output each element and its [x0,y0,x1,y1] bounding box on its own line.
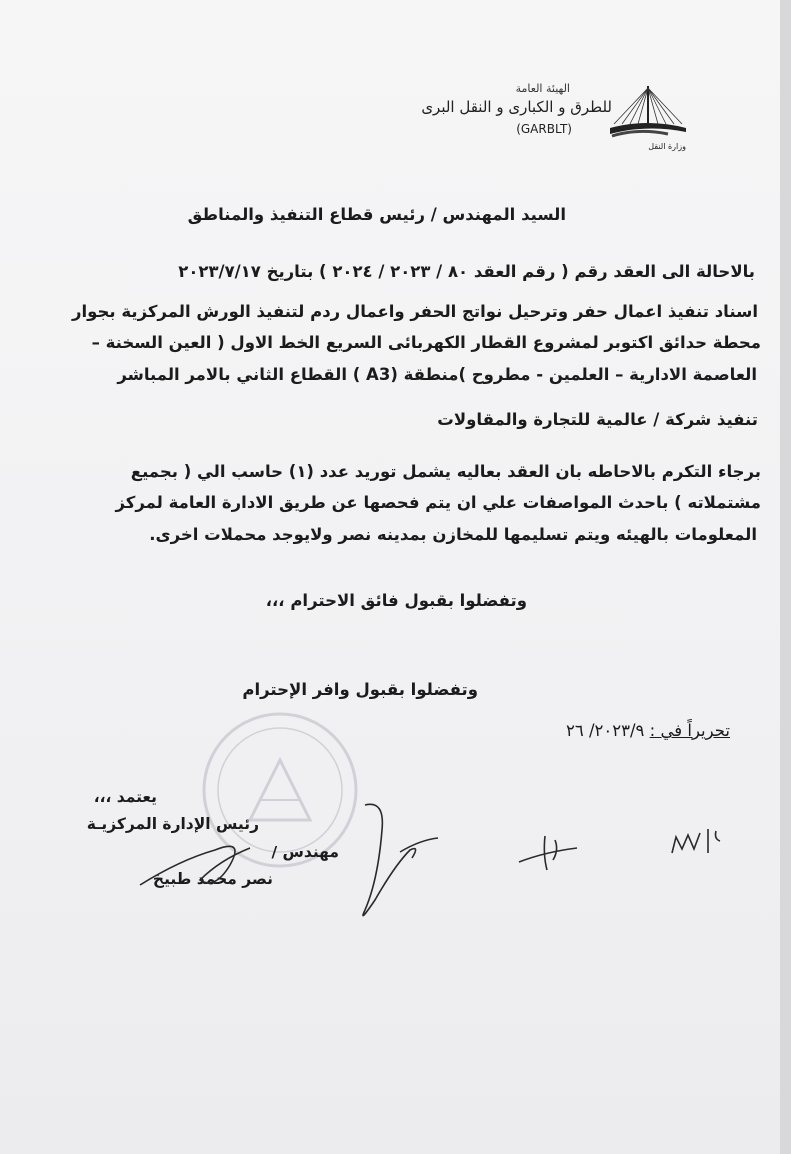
closing-line-2: وتفضلوا بقبول وافر الإحترام [242,680,478,699]
ministry-label: وزارة النقل [648,142,686,151]
assignment-line: العاصمة الادارية – العلمين - مطروح )منطقة (A3 ) القطاع الثاني بالامر المباشر [117,365,757,384]
engineer-label: مهندس / [271,843,339,861]
date-line [566,721,730,740]
salutation: السيد المهندس / رئيس قطاع التنفيذ والمناطق [187,205,566,224]
date-value: ٢٠٢٣/٩/ ٢٦ [566,721,645,740]
authority-abbr: (GARBLT) [516,122,572,136]
approved-label: يعتمد ،،، [93,788,157,806]
handwritten-signature-icon [120,790,460,930]
initials-mark-icon [515,830,585,875]
authority-name: للطرق و الكبارى و النقل البرى [421,98,612,116]
body-line: مشتملاته ) باحدث المواصفات علي ان يتم فحصها عن طريق الادارة العامة لمركز [115,493,761,512]
date-label: تحريراً في : [649,721,730,740]
contract-reference: بالاحالة الى العقد رقم ( رقم العقد ٨٠ / ٢٠٢٣ / ٢٠٢٤ ) بتاريخ ٢٠٢٣/٧/١٧ [178,262,755,281]
bridge-logo-icon [608,84,688,146]
assignment-line: محطة حدائق اكتوبر لمشروع القطار الكهربائى السريع الخط الاول ( العين السخنة – [91,333,761,352]
page-edge [780,0,791,1154]
signatory-title: رئيس الإدارة المركزيـة [86,815,259,833]
closing-line: وتفضلوا بقبول فائق الاحترام ،،، [265,591,527,610]
letterhead [421,82,690,162]
body-line: برجاء التكرم بالاحاطه بان العقد بعاليه يشمل توريد عدد (١) حاسب الي ( بجميع [130,462,761,481]
body-line: المعلومات بالهيئه ويتم تسليمها للمخازن بمدينه نصر ولايوجد محملات اخرى. [149,525,757,544]
signatory-name: نصر محمد طبيخ [152,870,273,888]
assignment-line: اسناد تنفيذ اعمال حفر وترحيل نواتج الحفر واعمال ردم لتنفيذ الورش المركزية بجوار [72,302,758,321]
contractor-line: تنفيذ شركة / عالمية للتجارة والمقاولات [437,410,758,429]
initials-mark-icon [668,825,728,860]
authority-label: الهيئة العامة [515,82,570,95]
